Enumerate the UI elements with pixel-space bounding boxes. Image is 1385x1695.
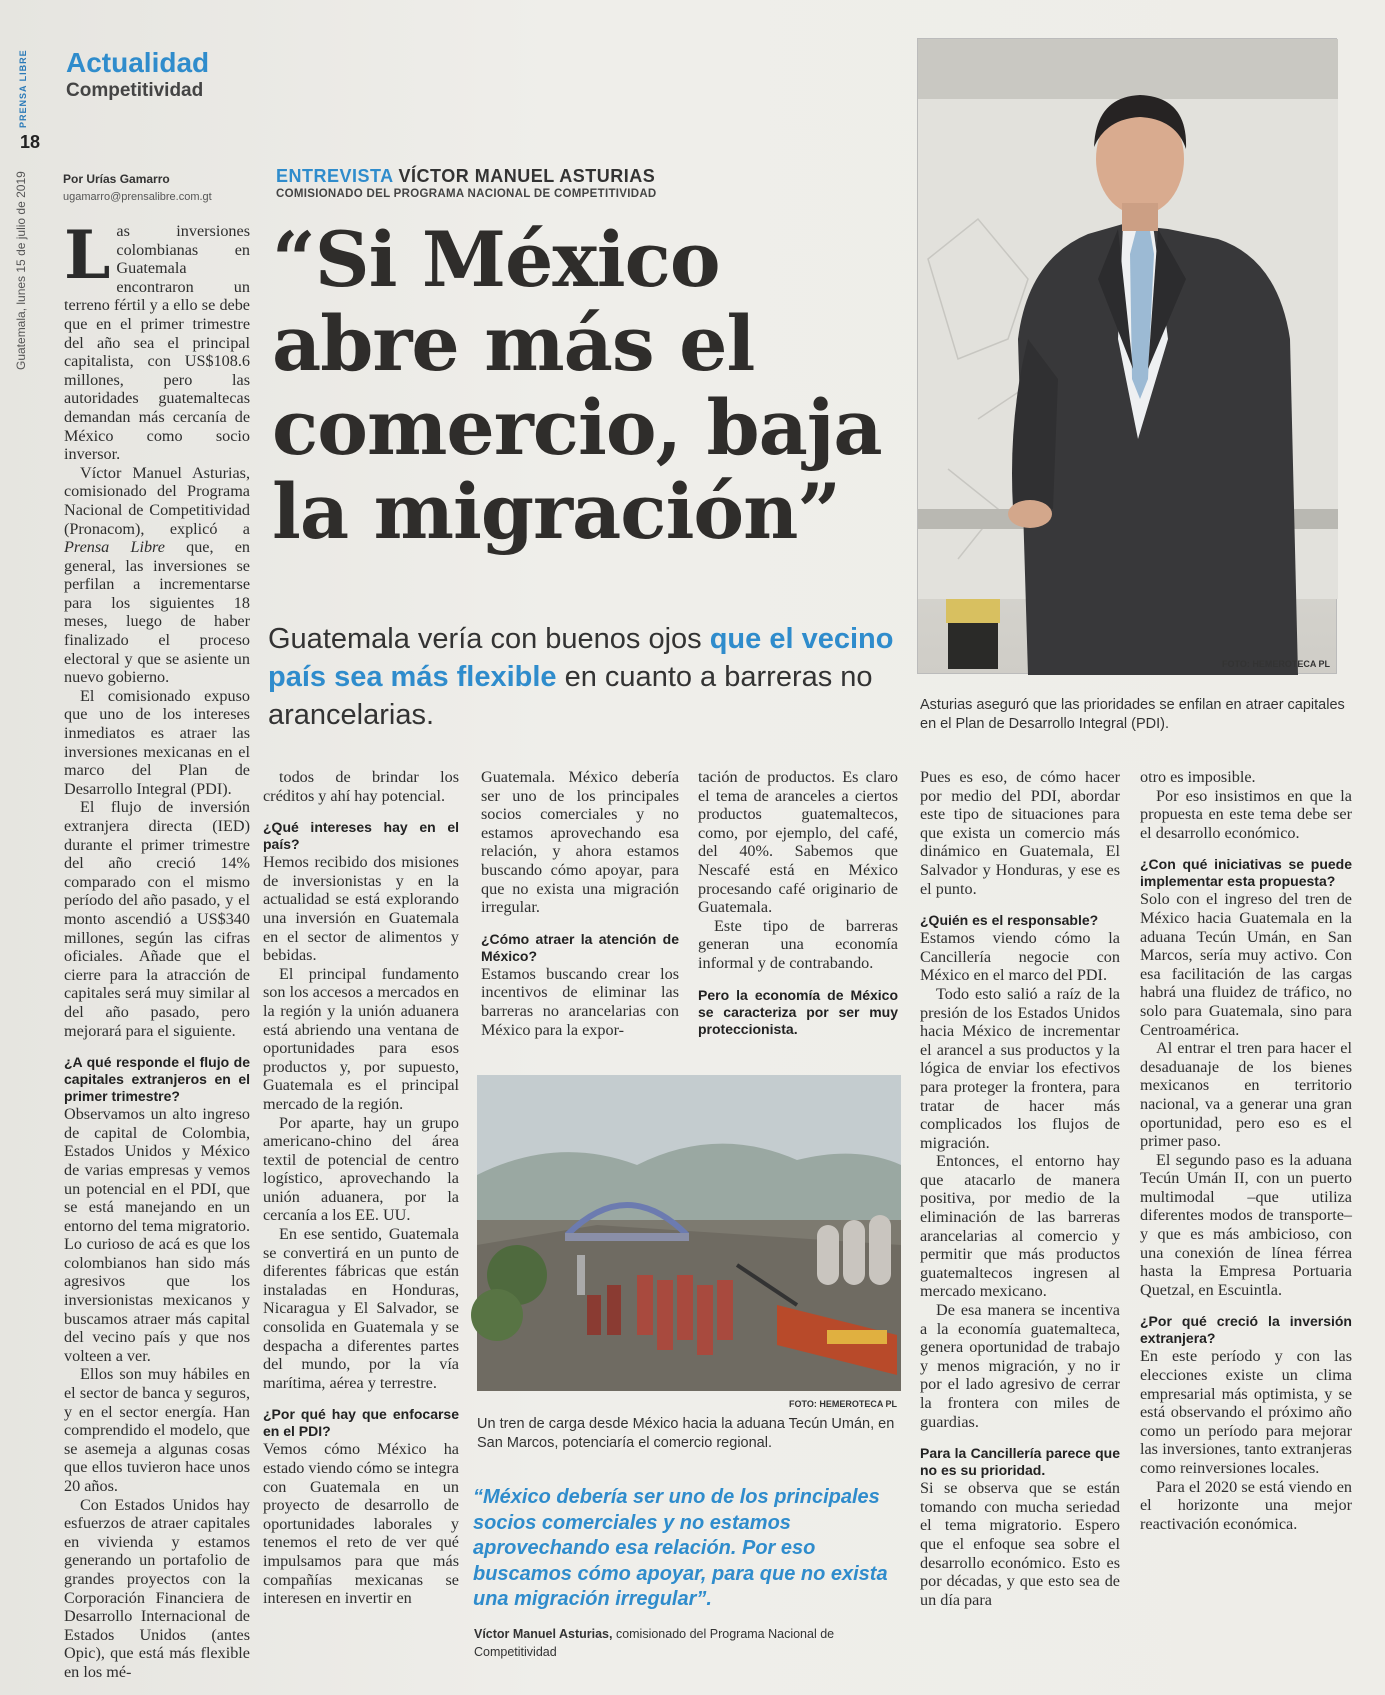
date-line-vertical xyxy=(10,160,34,370)
paragraph: El comisionado expuso que uno de los intereses inmediatos es atraer las inversiones mexicanas en el marco del Plan de Desarrollo Integral (PDI). xyxy=(64,686,250,798)
paragraph: El flujo de inversión extranjera directa (IED) durante el primer trimestre del año creció 14% comparado con el mismo período del año pasado, y el monto ascendió a US$340 millones, según las cifras oficiales. Añade que el cierre para la atracción de capitales será muy similar al del año pasado, pero mejorará para el siguiente. xyxy=(64,798,250,1040)
question: Pero la economía de México se caracteriza por ser muy proteccionista. xyxy=(698,986,898,1037)
pull-quote: “México debería ser uno de los principales socios comerciales y no estamos aprovechando esa relación. Por eso buscamos cómo apoyar, para que no exista una migración irregular”. xyxy=(473,1486,888,1610)
train-photo xyxy=(477,1075,901,1409)
subhead-highlight: que el vecino país sea más flexible xyxy=(268,623,894,693)
interviewee-name: VÍCTOR MANUEL ASTURIAS xyxy=(398,166,656,186)
column-5 xyxy=(920,768,1120,1609)
paragraph: Por aparte, hay un grupo americano-chino del área textil de potencial de centro logístico, aprovechando la unión aduanera, por la cercanía a los EE. UU. xyxy=(263,1113,459,1225)
paragraph: Guatemala. México debería ser uno de los principales socios comerciales y no estamos aprovechando esa relación, y ahora estamos buscando cómo apoyar, para que no exista una migración irregular. xyxy=(481,768,679,917)
byline-email[interactable]: ugamarro@prensalibre.com.gt xyxy=(63,191,212,203)
answer: Observamos un alto ingreso de capital de Colombia, Estados Unidos y México de varias empresas y vemos un potencial en el PDI, que se está manejando en un entorno del tema migratorio. Lo curioso de acá es que los colombianos han sido más agresivos que los inversionistas mexicanos y buscamos atraer más capital del vecino país y que nos volteen a ver. xyxy=(64,1105,250,1365)
pull-quote-attribution xyxy=(474,1625,904,1661)
portrait-photo xyxy=(917,38,1337,674)
paragraph: En ese sentido, Guatemala se convertirá en un punto de diferentes fábricas que están instaladas en Honduras, Nicaragua y El Salvador, se consolida en Guatemala y se despacha a diferentes partes del mundo, por la vía marítima, aérea y terrestre. xyxy=(263,1225,459,1392)
answer: En este período y con las elecciones existe un clima empresarial más optimista, y se está observando el próximo año como un período para mejorar las inversiones, tanto extranjeras como reinversiones locales. xyxy=(1140,1347,1352,1477)
question: Para la Cancillería parece que no es su prioridad. xyxy=(920,1445,1120,1479)
paragraph: Todo esto salió a raíz de la presión de los Estados Unidos hacia México de incrementar el arancel a sus productos y la lógica de enviar los efectivos para proteger la frontera, para tratar de hacer más complicados los flujos de migración. xyxy=(920,984,1120,1152)
question: ¿Por qué hay que enfocarse en el PDI? xyxy=(263,1406,459,1440)
paragraph: Pues es eso, de cómo hacer por medio del PDI, abordar este tipo de situaciones para que exista un comercio más dinámico en Guatemala, El Salvador y Honduras, y ese es el punto. xyxy=(920,768,1120,898)
headline: “Si México abre más el comercio, baja la migración” xyxy=(272,215,882,556)
answer: Vemos cómo México ha estado viendo cómo se integra con Guatemala en un proyecto de desarrollo de oportunidades laborales y tenemos el reto de ver qué impulsamos para que más compañías mexicanas se interesen en invertir en xyxy=(263,1440,459,1608)
portrait-caption: Asturias aseguró que las prioridades se enfilan en atraer capitales en el Plan de Desarrollo Integral (PDI). xyxy=(920,697,1345,732)
subsection-title: Competitividad xyxy=(66,80,204,101)
train-illustration xyxy=(477,1075,901,1391)
paragraph: todos de brindar los créditos y ahí hay potencial. xyxy=(263,768,459,805)
paragraph: tación de productos. Es claro el tema de aranceles a ciertos productos guatemaltecos, como, por ejemplo, del café, del 40%. Sabemos que Nescafé está en México procesando café originario de Guatemala. xyxy=(698,768,898,917)
subhead xyxy=(268,620,898,734)
train-credit: FOTO: HEMEROTECA PL xyxy=(789,1399,897,1409)
interview-tag: ENTREVISTA xyxy=(276,166,394,186)
column-4 xyxy=(698,768,898,1038)
page-number: 18 xyxy=(20,132,41,152)
column-2 xyxy=(263,768,459,1608)
paragraph: otro es imposible. xyxy=(1140,768,1256,786)
answer: Si se observa que se están tomando con mucha seriedad el tema migratorio. Espero que el enfoque sea sobre el desarrollo económico. Esto es por décadas, y que esto sea de un día para xyxy=(920,1479,1120,1609)
interview-header xyxy=(276,166,655,187)
brand-name: PRENSA LIBRE xyxy=(18,49,28,128)
attribution-name: Víctor Manuel Asturias, xyxy=(474,1627,613,1641)
paragraph: De esa manera se incentiva a la economía guatemalteca, genera oportunidad de trabajo y menos migración, y no ir por el lado agresivo de cerrar la frontera con miles de guardias. xyxy=(920,1301,1120,1431)
paragraph: Para el 2020 se está viendo en el horizonte una mejor reactivación económica. xyxy=(1140,1477,1352,1533)
question: ¿Quién es el responsable? xyxy=(920,912,1099,929)
paragraph: Con Estados Unidos hay esfuerzos de atraer capitales en vivienda y estamos generando un portafolio de grandes proyectos con la Corporación Financiera de Desarrollo Internacional de Estados Unidos (antes Opic), que está más flexible en los mé- xyxy=(64,1495,250,1681)
portrait-illustration xyxy=(918,39,1338,675)
question: ¿Cómo atraer la atención de México? xyxy=(481,930,679,964)
brand-vertical xyxy=(16,50,36,130)
paragraph: Ellos son muy hábiles en el sector de banca y seguros, y en el sector energía. Han comprendido el modelo, que se asemeja a algunas cosas que ellos tuvieron hace unos 20 años. xyxy=(64,1365,250,1495)
column-1 xyxy=(64,216,250,1682)
paragraph: Este tipo de barreras generan una economía informal y de contrabando. xyxy=(698,916,898,972)
train-caption: Un tren de carga desde México hacia la aduana Tecún Umán, en San Marcos, potenciaría el comercio regional. xyxy=(477,1416,895,1451)
attribution-role: comisionado del Programa Nacional de Competitividad xyxy=(474,1627,835,1659)
interviewee-role: COMISIONADO DEL PROGRAMA NACIONAL DE COMPETITIVIDAD xyxy=(276,188,657,200)
byline-author: Por Urías Gamarro xyxy=(63,172,170,186)
answer: Solo con el ingreso del tren de México hacia Guatemala en la aduana Tecún Umán, en San Marcos, sería muy activo. Con esa facilitación de las cargas habrá una fluidez de tráfico, no solo para Guatemala, sino para Centroamérica. xyxy=(1140,890,1352,1039)
question: ¿Con qué iniciativas se puede implementar esta propuesta? xyxy=(1140,856,1352,890)
question: ¿A qué responde el flujo de capitales extranjeros en el primer trimestre? xyxy=(64,1054,250,1105)
portrait-credit: FOTO: HEMEROTECA PL xyxy=(1222,659,1330,669)
paragraph: Al entrar el tren para hacer el desaduanaje de los bienes mexicanos en territorio nacional, va a generar una gran oportunidad, pero eso es el primer paso. xyxy=(1140,1039,1352,1151)
subhead-part2: en cuanto a barreras no arancelarias. xyxy=(268,661,873,731)
paragraph: El principal fundamento son los accesos a mercados en la región y la unión aduanera está abriendo una ventana de oportunidades para esos productos y, por supuesto, Guatemala es el principal mercado de la región. xyxy=(263,964,459,1113)
paragraph: Entonces, el entorno hay que atacarlo de manera positiva, por medio de la eliminación de las barreras arancelarias al comercio y permitir que más productos guatemaltecos ingresen al mercado mexicano. xyxy=(920,1152,1120,1301)
date-line: Guatemala, lunes 15 de julio de 2019 xyxy=(14,171,28,370)
lead-text: as inversiones colombianas en Guatemala encontraron un terreno fértil y a ello se debe que en el primer trimestre del año sea el principal capitalista, con US$108.6 millones, pero las autoridades guatemaltecas demandan más cercanía de México como socio inversor. xyxy=(64,222,250,464)
dropcap: L xyxy=(64,216,111,294)
section-title: Actualidad xyxy=(66,47,210,78)
paragraph: Por eso insistimos en que la propuesta en este tema debe ser el desarrollo económico. xyxy=(1140,786,1352,842)
answer: Hemos recibido dos misiones de inversionistas y en la actualidad se está explorando una inversión en Guatemala en el sector de alimentos y bebidas. xyxy=(263,853,459,965)
question: ¿Por qué creció la inversión extranjera? xyxy=(1140,1313,1352,1347)
column-3 xyxy=(481,768,679,1039)
paragraph: El segundo paso es la aduana Tecún Umán II, con un puerto multimodal –que utiliza diferentes modos de transporte– y que es más ambicioso, con una conexión de línea férrea hasta la Empresa Portuaria Quetzal, en Escuintla. xyxy=(1140,1150,1352,1299)
paragraph xyxy=(64,464,250,687)
paragraph-text: que, en general, las inversiones se perfilan a incrementarse para los siguientes 18 meses, luego de haber finalizado el proceso electoral y que se asiente un nuevo gobierno. xyxy=(64,538,250,687)
answer: Estamos buscando crear los incentivos de eliminar las barreras no arancelarias con México para la expor- xyxy=(481,964,679,1039)
publication-name: Prensa Libre xyxy=(64,538,165,557)
column-6 xyxy=(1140,768,1352,1533)
subhead-part1: Guatemala vería con buenos ojos xyxy=(268,623,710,655)
answer: Estamos viendo cómo la Cancillería negocie con México en el marco del PDI. xyxy=(920,929,1120,985)
question: ¿Qué intereses hay en el país? xyxy=(263,819,459,853)
paragraph-text: Víctor Manuel Asturias, comisionado del Programa Nacional de Competitividad (Pronacom), explicó a xyxy=(64,463,250,538)
lead-paragraph xyxy=(64,216,250,464)
